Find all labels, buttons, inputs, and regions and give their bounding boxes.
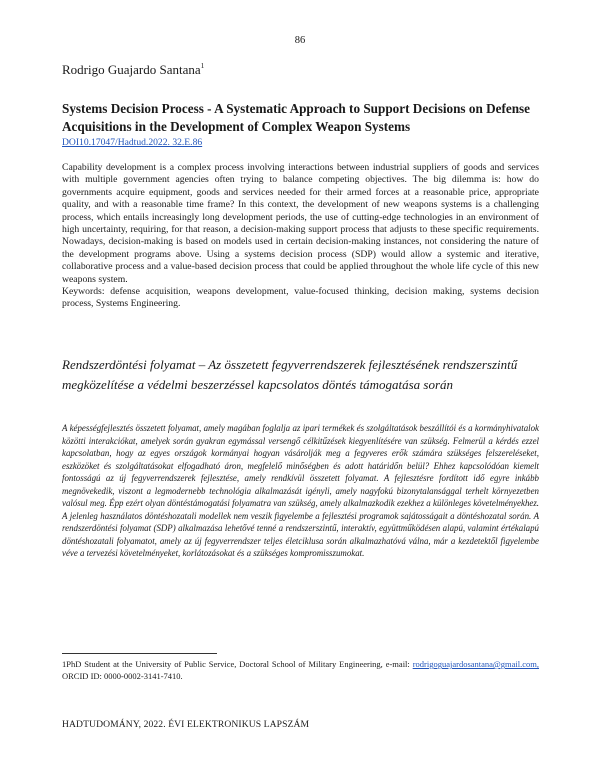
doi-link[interactable]: DOI10.17047/Hadtud.2022. 32.E.86 bbox=[62, 137, 203, 148]
journal-footer: HADTUDOMÁNY, 2022. ÉVI ELEKTRONIKUS LAPSZÁM bbox=[62, 719, 310, 730]
english-abstract bbox=[62, 162, 539, 311]
paper-title: Systems Decision Process - A Systematic Approach to Support Decisions on Defense Acquisitions in the Development of Complex Weapon Systems bbox=[62, 101, 531, 134]
hungarian-title: Rendszerdöntési folyamat – Az összetett fegyverrendszerek fejlesztésének rendszerszintű megközelítése a védelmi beszerzéssel kapcsolatos döntés támogatása során bbox=[62, 357, 518, 392]
abstract-text: Capability development is a complex process involving interactions between industrial suppliers of goods and services with multiple government agencies often trying to balance competing objectives. The big dilemma is: how do governments acquire equipment, goods and services needed for their armed forces at a reasonable price, appropriate quality, and with a reasonable time frame? In this context, the development of new weapons systems is a challenging process, which entails increasingly long development periods, the use of cutting-edge technologies in an environment of high uncertainty, requiring, for that reason, a decision-making support process that adjusts to these specific requirements. Nowadays, decision-making is based on models used in certain decision-making instances, not considering the nature of the development programs above. Using a systems decision process (SDP) would allow a systemic and iterative, collaborative process and a value-based decision process that could be applied throughout the whole life cycle of this new weapons system. bbox=[62, 162, 539, 285]
footnote-email-link[interactable]: rodrigoguajardosantana@gmail.com, bbox=[412, 659, 540, 669]
page-number: 86 bbox=[294, 35, 306, 46]
author-footnote-mark: 1 bbox=[200, 61, 205, 70]
hungarian-abstract bbox=[62, 422, 539, 560]
footnote-divider bbox=[62, 653, 217, 654]
footnote-orcid: ORCID ID: 0000-0002-3141-7410. bbox=[62, 670, 183, 681]
author-line bbox=[62, 62, 204, 78]
keywords: Keywords: defense acquisition, weapons development, value-focused thinking, decision making, systems decision process, Systems Engineering. bbox=[62, 286, 539, 310]
footnote bbox=[62, 659, 539, 682]
footnote-text: 1PhD Student at the University of Public Service, Doctoral School of Military Engineering, e-mail: bbox=[62, 659, 410, 669]
author-name: Rodrigo Guajardo Santana bbox=[62, 62, 201, 77]
hungarian-abstract-text: A képességfejlesztés összetett folyamat, amely magában foglalja az ipari termékek és szolgáltatások beszállítói és a kormányhivatalok közötti interakciókat, amelyek során gyakran egymással versengő célkitűzések kiegyenlítésére van szükség. Felmerül a kérdés ezzel kapcsolatban, hogy az egyes országok kormányai hogyan vásárolják meg a fegyveres erők számára szükséges felszereléseket, eszközöket és szolgáltatásokat elfogadható áron, megfelelő minőségben és adott határidőn belül? Ehhez kapcsolódóan kiemelt fontosságú az új fegyverrendszerek fejlesztése, amely rendkívül összetett folyamat. A fejlesztésre fordított idő egyre inkább megnövekedik, viszont a legmodernebb technológia alkalmazását igényli, amely nagyfokú bizonytalansággal terhelt környezetben valósul meg. Épp ezért olyan döntéstámogatási folyamatra van szükség, amely alkalmazkodik ezekhez a különleges követelményekhez. A jelenleg használatos döntéshozatali modellek nem veszik figyelembe a fejlesztési programok sajátosságait a döntéshozatal során. A rendszerdöntési folyamat (SDP) alkalmazása lehetővé tenné a rendszerszintű, interaktív, együttműködésen alapú, valamint értékalapú döntéshozatali folyamatot, amely az új fegyverrendszer teljes életciklusa során alkalmazhatóvá válna, már a kezdetektől figyelembe véve a tervezési követelményeket, korlátozásokat és a szükséges kompromisszumokat. bbox=[62, 423, 539, 558]
